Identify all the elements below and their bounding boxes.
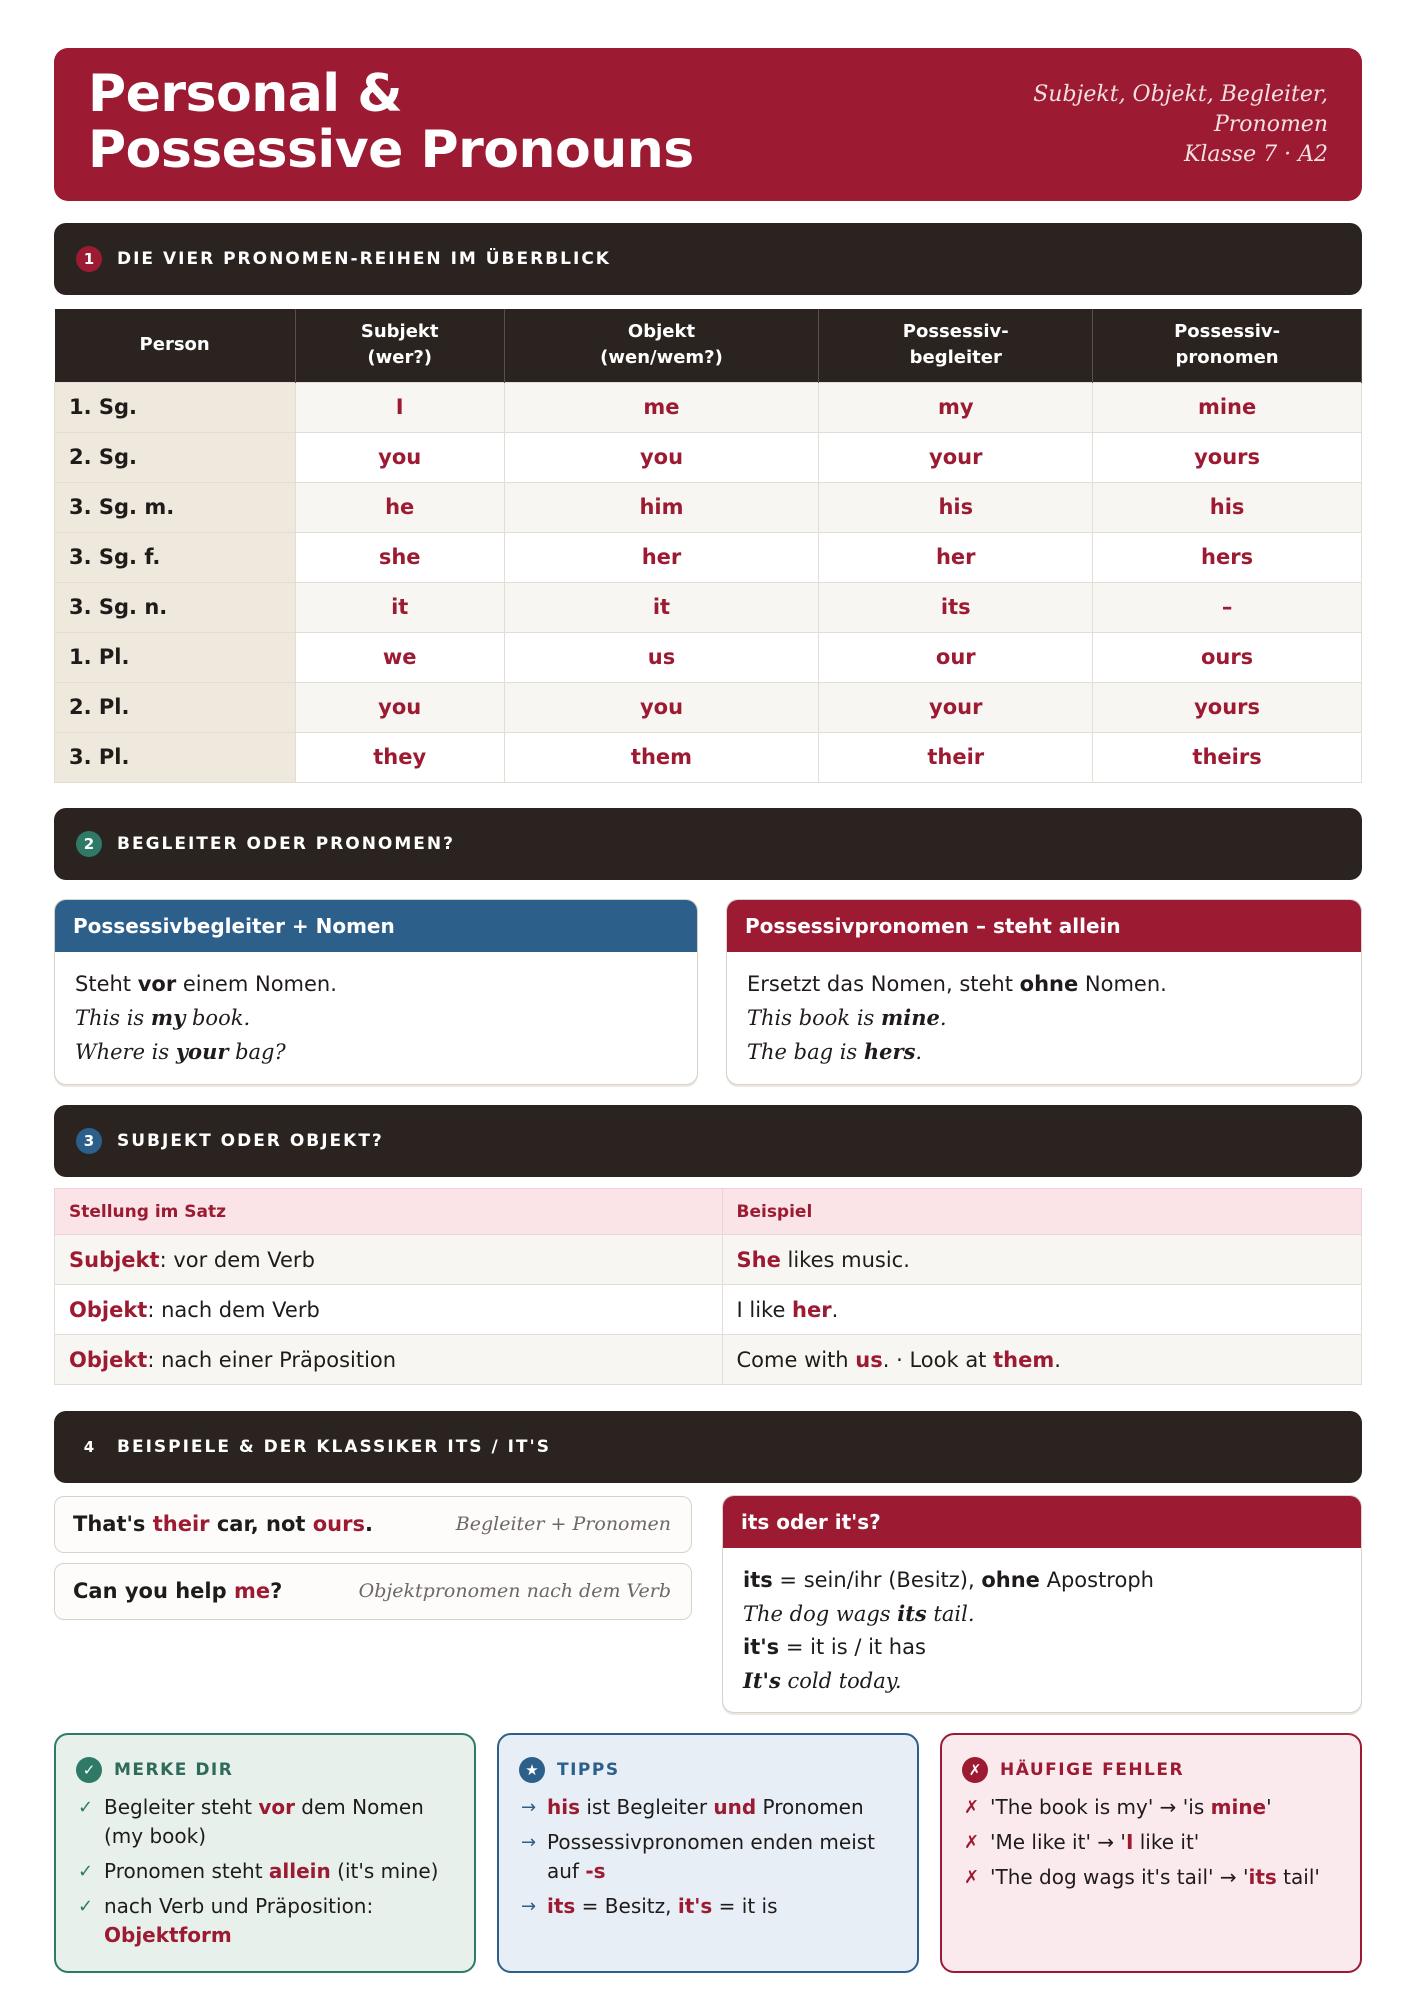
- fehler-box: [940, 1733, 1362, 1973]
- keyword: Objekt: [69, 1297, 148, 1322]
- begleiter-card-header: Possessivbegleiter + Nomen: [55, 900, 697, 952]
- list-item: [960, 1863, 1342, 1892]
- section-3-number: 3: [76, 1128, 102, 1154]
- item-text: Begleiter steht: [104, 1795, 259, 1819]
- list-item: [74, 1892, 456, 1950]
- highlight: it's: [677, 1894, 713, 1918]
- stellung-text: : nach einer Präposition: [147, 1347, 397, 1372]
- begleiter-example-2: Where is your bag?: [75, 1039, 286, 1064]
- item-text: 'The book is my' → 'is: [990, 1795, 1211, 1819]
- begleiter-example-1: This is my book.: [75, 1005, 251, 1030]
- stellung-text: : vor dem Verb: [159, 1247, 315, 1272]
- item-text: = it is: [712, 1894, 778, 1918]
- example-text: .: [831, 1297, 839, 1322]
- item-text: ist Begleiter: [580, 1795, 714, 1819]
- cross-icon: ✗: [964, 1832, 980, 1853]
- pronoun-cell: your: [819, 682, 1093, 732]
- col-possessivpronomen: Possessiv- pronomen: [1093, 309, 1362, 382]
- highlight: I: [1125, 1830, 1134, 1854]
- person-cell: 3. Sg. f.: [55, 532, 296, 582]
- example-text: I like: [736, 1297, 793, 1322]
- example-note-2: Objektpronomen nach dem Verb: [358, 1580, 671, 1602]
- pronoun-cell: she: [295, 532, 504, 582]
- pronoun-cell: his: [819, 482, 1093, 532]
- pronoun-cell: her: [504, 532, 819, 582]
- pronoun-cell: you: [504, 682, 819, 732]
- table-row: [55, 1285, 1362, 1335]
- begleiter-card: [54, 899, 698, 1085]
- pronoun-cell: he: [295, 482, 504, 532]
- pronoun-cell: ours: [1093, 632, 1362, 682]
- its-example: The dog wags its tail.: [743, 1601, 975, 1626]
- its-rule: its = sein/ihr (Besitz), ohne Apostroph: [743, 1568, 1154, 1592]
- table-row: [55, 682, 1362, 732]
- begleiter-rule: Steht vor einem Nomen.: [75, 972, 337, 996]
- beispiel-cell: [722, 1285, 1362, 1335]
- highlight: allein: [268, 1859, 331, 1883]
- meta-line-3: Klasse 7 · A2: [1183, 142, 1328, 167]
- cross-icon: ✗: [964, 1867, 980, 1888]
- pronoun-cell: my: [819, 382, 1093, 432]
- header-meta: [1008, 80, 1328, 170]
- item-text: Pronomen steht: [104, 1859, 269, 1883]
- example-note-1: Begleiter + Pronomen: [455, 1513, 671, 1535]
- pronoun-cell: they: [295, 732, 504, 782]
- pronoun-cell: I: [295, 382, 504, 432]
- table-row: [55, 732, 1362, 782]
- pronoun-highlight: her: [792, 1297, 832, 1322]
- pronoun-cell: you: [295, 432, 504, 482]
- item-text: Pronomen: [756, 1795, 864, 1819]
- highlight: his: [547, 1795, 580, 1819]
- list-item: [517, 1828, 899, 1886]
- pronoun-cell: us: [504, 632, 819, 682]
- col-objekt: Objekt (wen/wem?): [504, 309, 819, 382]
- item-text: Possessivpronomen enden meist auf: [547, 1830, 876, 1883]
- list-item: [960, 1828, 1342, 1857]
- its-card-body: [723, 1548, 1361, 1713]
- fehler-list: [960, 1793, 1342, 1892]
- stellung-cell: [55, 1335, 723, 1385]
- item-text: ': [1266, 1795, 1272, 1819]
- pronoun-cell: hers: [1093, 532, 1362, 582]
- check-icon: ✓: [76, 1757, 102, 1783]
- merke-heading: ✓ MERKE DIR: [74, 1755, 456, 1785]
- pronoun-table-header: [55, 309, 1362, 382]
- tipps-box: [497, 1733, 919, 1973]
- example-text: Come with: [736, 1347, 856, 1372]
- pronoun-cell: me: [504, 382, 819, 432]
- example-pill-2: [54, 1563, 692, 1620]
- stellung-cell: [55, 1235, 723, 1285]
- merke-box: [54, 1733, 476, 1973]
- section-4-number: 4: [83, 1438, 95, 1456]
- subject-object-table: [54, 1188, 1362, 1385]
- pronoun-cell: our: [819, 632, 1093, 682]
- col-stellung: Stellung im Satz: [55, 1189, 723, 1235]
- highlight: und: [713, 1795, 757, 1819]
- check-icon: ✓: [78, 1896, 94, 1917]
- table-row: [55, 632, 1362, 682]
- pronomen-card-body: [727, 952, 1361, 1085]
- item-text: nach Verb und Präposition:: [104, 1894, 374, 1918]
- stellung-cell: [55, 1285, 723, 1335]
- fehler-heading: ✗ HÄUFIGE FEHLER: [960, 1755, 1342, 1785]
- pronoun-cell: –: [1093, 582, 1362, 632]
- arrow-right-icon: →: [521, 1797, 537, 1818]
- pronoun-cell: him: [504, 482, 819, 532]
- person-cell: 3. Pl.: [55, 732, 296, 782]
- list-item: [74, 1857, 456, 1886]
- check-icon: ✓: [78, 1861, 94, 1882]
- section-1-title: DIE VIER PRONOMEN-REIHEN IM ÜBERBLICK: [117, 249, 611, 269]
- col-possessivbegleiter: Possessiv- begleiter: [819, 309, 1093, 382]
- pronoun-highlight: them: [993, 1347, 1055, 1372]
- highlight: Objektform: [104, 1923, 232, 1947]
- pronomen-card-header: Possessivpronomen – steht allein: [727, 900, 1361, 952]
- item-text: 'The dog wags it's tail' → ': [990, 1865, 1249, 1889]
- example-text: .: [1054, 1347, 1061, 1372]
- section-3-bar: [54, 1105, 1362, 1177]
- list-item: [74, 1793, 456, 1851]
- table-row: [55, 1335, 1362, 1385]
- highlight: -s: [585, 1859, 606, 1883]
- person-cell: 3. Sg. m.: [55, 482, 296, 532]
- highlight: vor: [258, 1795, 295, 1819]
- col-beispiel: Beispiel: [722, 1189, 1362, 1235]
- keyword: Objekt: [69, 1347, 148, 1372]
- pronoun-table: [54, 309, 1362, 783]
- pronoun-cell: its: [819, 582, 1093, 632]
- pronoun-cell: yours: [1093, 432, 1362, 482]
- item-text: 'Me like it' → ': [990, 1830, 1126, 1854]
- table-row: [55, 382, 1362, 432]
- its-contraction-example: It's cold today.: [743, 1668, 902, 1693]
- person-cell: 1. Pl.: [55, 632, 296, 682]
- section-2-title: BEGLEITER ODER PRONOMEN?: [117, 834, 455, 854]
- keyword: Subjekt: [69, 1247, 160, 1272]
- list-item: [517, 1892, 899, 1921]
- item-text: dem Nomen (my book): [104, 1795, 424, 1848]
- pronoun-cell: you: [504, 432, 819, 482]
- person-cell: 2. Sg.: [55, 432, 296, 482]
- page-title: Personal & Possessive Pronouns: [88, 64, 694, 180]
- list-item: [960, 1793, 1342, 1822]
- pronoun-cell: you: [295, 682, 504, 732]
- table-row: [55, 482, 1362, 532]
- beispiel-cell: [722, 1235, 1362, 1285]
- pronoun-cell: their: [819, 732, 1093, 782]
- cross-icon: ✗: [964, 1797, 980, 1818]
- table-row: [55, 432, 1362, 482]
- section-2-number: 2: [76, 831, 102, 857]
- tipps-list: [517, 1793, 899, 1921]
- arrow-right-icon: →: [521, 1896, 537, 1917]
- arrow-right-icon: →: [521, 1832, 537, 1853]
- item-text: (it's mine): [330, 1859, 439, 1883]
- pronoun-cell: her: [819, 532, 1093, 582]
- person-cell: 1. Sg.: [55, 382, 296, 432]
- merke-list: [74, 1793, 456, 1950]
- example-sentence-2: Can you help me?: [73, 1579, 283, 1603]
- section-4-title: BEISPIELE & DER KLASSIKER ITS / IT'S: [117, 1437, 551, 1457]
- item-text: like it': [1133, 1830, 1200, 1854]
- pronoun-cell: we: [295, 632, 504, 682]
- stellung-text: : nach dem Verb: [147, 1297, 320, 1322]
- its-contraction-rule: it's = it is / it has: [743, 1635, 926, 1659]
- col-person: Person: [55, 309, 296, 382]
- example-pill-1: [54, 1496, 692, 1553]
- pronoun-highlight: She: [736, 1247, 781, 1272]
- pronomen-example-2: The bag is hers.: [747, 1039, 923, 1064]
- pronomen-example-1: This book is mine.: [747, 1005, 947, 1030]
- pronoun-cell: yours: [1093, 682, 1362, 732]
- section-3-title: SUBJEKT ODER OBJEKT?: [117, 1131, 384, 1151]
- highlight: mine: [1210, 1795, 1267, 1819]
- begleiter-card-body: [55, 952, 697, 1085]
- tipps-heading: ★ TIPPS: [517, 1755, 899, 1785]
- pronoun-cell: theirs: [1093, 732, 1362, 782]
- its-card: [722, 1495, 1362, 1713]
- cross-icon: ✗: [962, 1757, 988, 1783]
- section-4-bar: [54, 1411, 1362, 1483]
- item-text: = Besitz,: [575, 1894, 678, 1918]
- pronomen-rule: Ersetzt das Nomen, steht ohne Nomen.: [747, 972, 1167, 996]
- highlight: its: [1248, 1865, 1277, 1889]
- pronoun-cell: his: [1093, 482, 1362, 532]
- beispiel-cell: [722, 1335, 1362, 1385]
- pronoun-cell: it: [504, 582, 819, 632]
- highlight: its: [547, 1894, 576, 1918]
- page-header: [54, 48, 1362, 201]
- table-row: [55, 532, 1362, 582]
- item-text: tail': [1276, 1865, 1320, 1889]
- pronoun-cell: them: [504, 732, 819, 782]
- pronoun-cell: your: [819, 432, 1093, 482]
- example-text: likes music.: [780, 1247, 910, 1272]
- pronoun-cell: it: [295, 582, 504, 632]
- meta-line-1: Subjekt, Objekt, Begleiter,: [1033, 82, 1328, 107]
- section-1-number: 1: [76, 246, 102, 272]
- table-row: [55, 582, 1362, 632]
- table-row: [55, 1235, 1362, 1285]
- col-subjekt: Subjekt (wer?): [295, 309, 504, 382]
- example-text: . · Look at: [882, 1347, 994, 1372]
- person-cell: 2. Pl.: [55, 682, 296, 732]
- pronomen-card: [726, 899, 1362, 1085]
- section-1-bar: [54, 223, 1362, 295]
- pronoun-highlight: us: [855, 1347, 883, 1372]
- meta-line-2: Pronomen: [1213, 112, 1328, 137]
- person-cell: 3. Sg. n.: [55, 582, 296, 632]
- pronoun-cell: mine: [1093, 382, 1362, 432]
- example-sentence-1: That's their car, not ours.: [73, 1512, 373, 1536]
- list-item: [517, 1793, 899, 1822]
- its-card-header: its oder it's?: [723, 1496, 1361, 1548]
- section-2-bar: [54, 808, 1362, 880]
- star-icon: ★: [519, 1757, 545, 1783]
- check-icon: ✓: [78, 1797, 94, 1818]
